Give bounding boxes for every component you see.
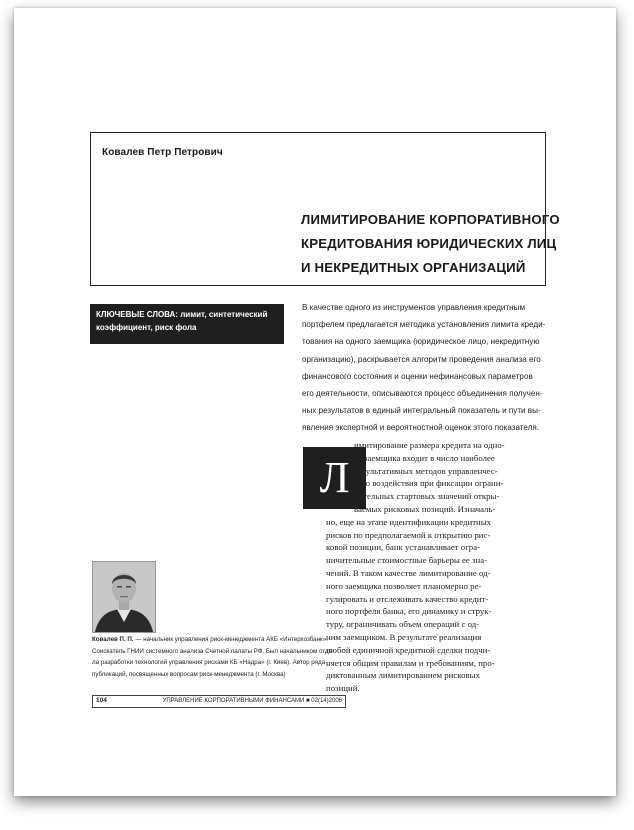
abstract-line: финансового состояния и оценки нефинансовых параметров xyxy=(302,371,533,381)
title-line: И НЕКРЕДИТНЫХ ОРГАНИЗАЦИЙ xyxy=(301,260,526,275)
body-line: ваемых рисковых позиций. Изначаль- xyxy=(354,503,496,514)
bio-text: — начальник управления риск-менеджмента АКБ «Интерхозбанк». xyxy=(133,636,328,643)
keywords-line: КЛЮЧЕВЫЕ СЛОВА: лимит, синтетический xyxy=(96,310,268,319)
body-line: ковой позиции, банк устанавливает огра- xyxy=(326,542,481,553)
body-line: позиций. xyxy=(326,683,360,694)
body-line: диктованным лимитированием рисковых xyxy=(326,670,480,681)
bio-line: Соискатель ГНИИ системного анализа Счетной палаты РФ. Был начальником отде- xyxy=(92,647,334,655)
author-photo xyxy=(92,561,156,633)
bio-line: ла разработки технологий управления рисками КБ «Надра» (г. Киев). Автор ряда xyxy=(92,659,326,666)
abstract xyxy=(302,299,546,437)
magazine-page xyxy=(14,8,616,796)
keywords-box xyxy=(90,304,284,344)
abstract-line: ных результатов в единый интегральный показатель и пути вы- xyxy=(302,406,541,416)
body-line: ним заемщиком. В результате реализация xyxy=(326,631,482,642)
author-portrait-icon xyxy=(93,562,155,632)
body-line: любой единичной кредитной сделки подчи- xyxy=(326,644,491,655)
bio-line: публикаций, посвященных вопросам риск-менеджмента (г. Москва) xyxy=(92,670,286,678)
body-line: няется общим правилам и требованиям, про- xyxy=(326,657,495,668)
author-name: Ковалев Петр Петрович xyxy=(102,147,223,158)
abstract-line: явления экспертной и вероятностной оценок этого показателя. xyxy=(302,423,539,433)
bio-author-name: Ковалев П. П. xyxy=(92,636,134,643)
keywords-line: коэффициент, риск фола xyxy=(96,323,197,332)
body-line: имитирование размера кредита на одно- xyxy=(354,440,505,450)
body-line: рисков по предполагаемой к открытию рис- xyxy=(326,529,491,540)
drop-cap: Л xyxy=(303,447,366,509)
title-line: ЛИМИТИРОВАНИЕ КОРПОРАТИВНОГО xyxy=(301,212,560,227)
body-line: ного портфеля банка, его динамику и струк- xyxy=(326,606,492,617)
title-line: КРЕДИТОВАНИЯ ЮРИДИЧЕСКИХ ЛИЦ xyxy=(301,236,557,251)
body-line: го заемщика входит в число наиболее xyxy=(354,452,495,463)
page-number: 104 xyxy=(96,697,107,704)
abstract-line: тования на одного заемщика (юридическое лицо, некредитную xyxy=(302,337,540,347)
bio-line xyxy=(92,634,342,646)
body-line: гулировать и отслеживать качество кредит- xyxy=(326,593,489,604)
article-title xyxy=(301,208,560,280)
abstract-line: организацию), раскрывается алгоритм проведения анализа его xyxy=(302,354,541,364)
body-line: ного заемщика позволяет планомерно ре- xyxy=(326,580,482,591)
body-line: кого воздействия при фиксации ограни- xyxy=(354,478,504,489)
body-line: результативных методов управленчес- xyxy=(354,465,498,476)
body-line: но, еще на этапе идентификации кредитных xyxy=(326,516,492,527)
body-line: туру, ограничивать объем операций с од- xyxy=(326,619,480,630)
journal-name: УПРАВЛЕНИЕ КОРПОРАТИВНЫМИ ФИНАНСАМИ ■ 02(14)2006 xyxy=(162,697,342,704)
body-line: чительных стартовых значений откры- xyxy=(354,491,500,502)
body-line: чений. В таком качестве лимитирование од- xyxy=(326,567,491,578)
body-line: ничительные стоимостные барьеры ее зна- xyxy=(326,555,488,566)
abstract-line: его деятельности, описываются процесс объединения получен- xyxy=(302,389,543,399)
article-header xyxy=(90,132,560,286)
page-footer xyxy=(92,695,346,708)
abstract-line: В качестве одного из инструментов управления кредитным xyxy=(302,303,526,312)
abstract-line: портфелем предлагается методика установления лимита креди- xyxy=(302,320,546,330)
article-body xyxy=(326,439,546,695)
author-bio xyxy=(92,634,342,680)
